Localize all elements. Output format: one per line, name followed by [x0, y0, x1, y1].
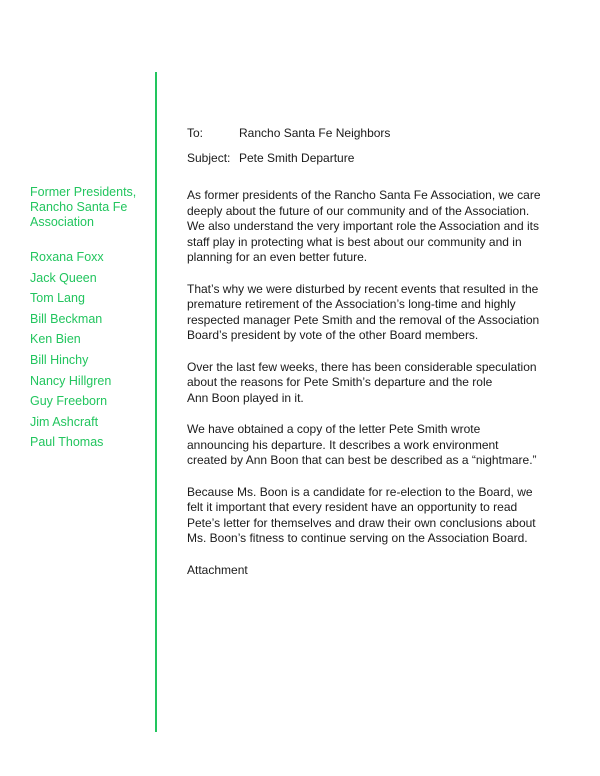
- subject-line: [187, 151, 572, 165]
- text-line: Board’s president by vote of the other Board members.: [187, 328, 479, 342]
- president-name: Nancy Hillgren: [30, 373, 112, 388]
- text-line: Pete’s letter for themselves and draw their own conclusions about: [187, 515, 536, 530]
- text-line: Ann Boon played in it.: [187, 390, 304, 405]
- text-line: As former presidents of the Rancho Santa Fe Association, we care: [187, 188, 541, 202]
- text-line: announcing his departure. It describes a work environment: [187, 437, 499, 452]
- divider-line: [155, 72, 157, 732]
- text-line: about the reasons for Pete Smith’s departure and the role: [187, 375, 493, 389]
- paragraph-1: [187, 188, 572, 266]
- sidebar-heading-line: Association: [30, 215, 94, 229]
- president-list: [30, 247, 160, 453]
- to-line: [187, 126, 572, 140]
- text-line: Ms. Boon’s fitness to continue serving on the Association Board.: [187, 531, 528, 545]
- paragraph-5: [187, 485, 572, 547]
- text-line: Because Ms. Boon is a candidate for re-election to the Board, we: [187, 484, 533, 499]
- sidebar-heading: [30, 185, 160, 230]
- president-name: Bill Hinchy: [30, 352, 89, 367]
- text-line: We also understand the very important role the Association and its: [187, 219, 539, 233]
- president-name: Jack Queen: [30, 270, 97, 285]
- to-label: To:: [187, 126, 204, 140]
- subject-value: Pete Smith Departure: [239, 151, 355, 165]
- to-value: Rancho Santa Fe Neighbors: [239, 126, 391, 140]
- text-line: premature retirement of the Association’s long-time and highly: [187, 297, 516, 311]
- president-name: Roxana Foxx: [30, 250, 104, 264]
- text-line: We have obtained a copy of the letter Pete Smith wrote: [187, 422, 481, 436]
- text-line: deeply about the future of our community and of the Association.: [187, 203, 530, 218]
- attachment-label: Attachment: [187, 562, 248, 577]
- text-line: respected manager Pete Smith and the removal of the Association: [187, 312, 540, 327]
- paragraph-2: [187, 282, 572, 344]
- sidebar-heading-line: Former Presidents,: [30, 185, 137, 199]
- president-name: Ken Bien: [30, 332, 81, 347]
- text-line: created by Ann Boon that can best be described as a “nightmare.”: [187, 453, 537, 467]
- president-name: Jim Ashcraft: [30, 414, 99, 429]
- text-line: planning for an even better future.: [187, 250, 368, 264]
- paragraph-4: [187, 422, 572, 469]
- sidebar-heading-line: Rancho Santa Fe: [30, 200, 128, 214]
- president-name: Guy Freeborn: [30, 394, 108, 409]
- text-line: That’s why we were disturbed by recent events that resulted in the: [187, 281, 539, 296]
- president-name: Paul Thomas: [30, 435, 104, 450]
- president-name: Tom Lang: [30, 291, 85, 306]
- subject-label: Subject:: [187, 151, 231, 165]
- text-line: Over the last few weeks, there has been considerable speculation: [187, 359, 537, 374]
- president-name: Bill Beckman: [30, 311, 103, 326]
- sidebar: [30, 185, 160, 453]
- letter-body: [187, 126, 572, 578]
- paragraph-3: [187, 360, 572, 407]
- text-line: felt it important that every resident have an opportunity to read: [187, 500, 518, 514]
- text-line: staff play in protecting what is best about our community and in: [187, 234, 522, 249]
